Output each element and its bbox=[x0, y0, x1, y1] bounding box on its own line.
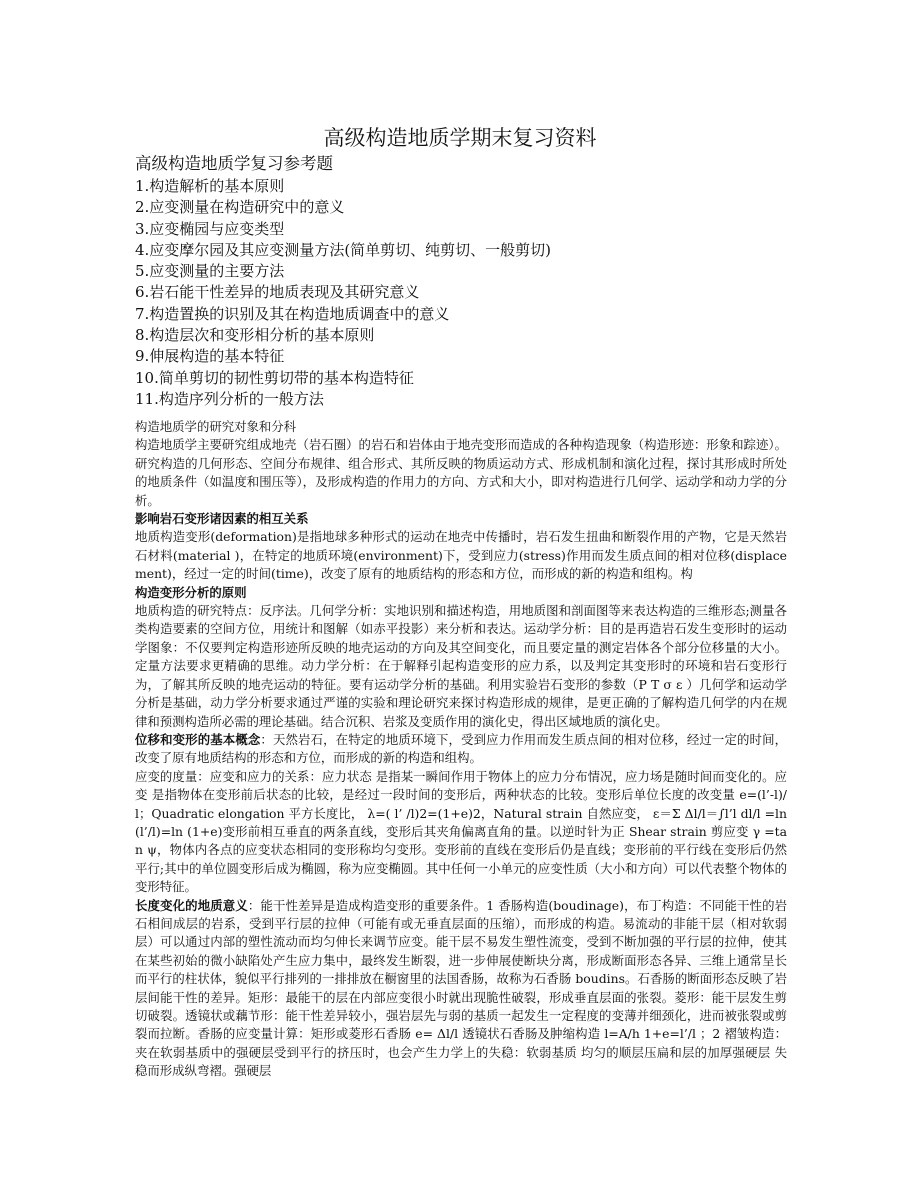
inline-heading: 位移和变形的基本概念 bbox=[135, 731, 261, 747]
section-paragraph bbox=[135, 731, 787, 768]
section-paragraph: 构造地质学主要研究组成地壳（岩石圈）的岩石和岩体由于地壳变形而造成的各种构造现象（构造形迹：形象和踪迹）。研究构造的几何形态、空间分布规律、组合形式、其所反映的物质运动方式、形成机制和演化过程，探讨其形成时所处的地质条件（如温度和围压等），及形成构造的作用力的方向、方式和大小，即对构造进行几何学、运动学和动力学的分析。 bbox=[135, 437, 787, 508]
page-title: 高级构造地质学期末复习资料 bbox=[323, 126, 597, 150]
inline-text: ：能干性差异是造成构造变形的重要条件。1 香肠构造(boudinage)，布丁构造：不同能干性的岩石相间成层的岩系，受到平行层的拉伸（可能有或无垂直层面的压缩），而形成的构造。易流动的非能干层（相对软弱层）可以通过内部的塑性流动而均匀伸长来调节应变。能干层不易发生塑性流变，受到不断加强的平行层的拉伸，使其在某些初始的微小缺陷处产生应力集中，最终发生断裂，进一步伸展使断块分离，形成断面形态各异、三维上通常呈长而平行的柱状体，貌似平行排列的一排排放在橱窗里的法国香肠，故称为石香肠 boudins。石香肠的断面形态反映了岩层间能干性的差异。矩形：最能干的层在内部应变很小时就出现脆性破裂，形成垂直层面的张裂。菱形：能干层发生剪切破裂。透镜状或藕节形：能干性差异较小，强岩层先与弱的基质一起发生一定程度的变薄并细颈化，进而被张裂或剪裂而拉断。香肠的应变量计算：矩形或菱形石香肠 e= Δl/l 透镜状石香肠及肿缩构造 l=A/h 1+e=l’/l ；2 褶皱构造：夹在软弱基质中的强硬层受到平行的挤压时，也会产生力学上的失稳：软弱基质 均匀的顺层压扁和层的加厚强硬层 失稳而形成纵弯褶。强硬层 bbox=[135, 897, 788, 1079]
section-paragraph: 地质构造的研究特点：反序法。几何学分析：实地识别和描述构造，用地质图和剖面图等来表达构造的三维形态;测量各类构造要素的空间方位，用统计和图解（如赤平投影）来分析和表达。运动学分析：目的是再造岩石发生变形时的运动学图象：不仅要判定构造形迹所反映的地壳运动的方向及其空间变化，而且要定量的测定岩体各个部分位移量的大小。定量方法要求更精确的思维。动力学分析：在于解释引起构造变形的应力系，以及判定其变形时的环境和岩石变形行为，了解其所反映的地壳运动的特征。要有运动学分析的基础。利用实验岩石变形的参数（P T σ ε ）几何学和运动学分析是基础，动力学分析要求通过严谨的实验和理论研究来探讨构造形成的规律，是更正确的了解构造几何学的内在规律和预测构造所必需的理论基础。结合沉积、岩浆及变质作用的演化史，得出区域地质的演化史。 bbox=[135, 603, 787, 729]
review-item: 7.构造置换的识别及其在构造地质调查中的意义 bbox=[135, 304, 450, 323]
section-heading: 构造地质学的研究对象和分科 bbox=[135, 419, 297, 434]
review-item: 1.构造解析的基本原则 bbox=[135, 177, 285, 195]
inline-heading: 长度变化的地质意义 bbox=[135, 897, 248, 913]
review-list-heading: 高级构造地质学复习参考题 bbox=[135, 154, 333, 173]
section-heading: 影响岩石变形诸因素的相互关系 bbox=[135, 511, 309, 527]
section-heading: 构造变形分析的原则 bbox=[135, 584, 247, 600]
section-paragraph bbox=[135, 897, 787, 1081]
review-question-list bbox=[135, 152, 795, 410]
inline-text: ：天然岩石，在特定的地质环境下，受到应力作用而发生质点间的相对位移，经过一定的时间，改变了原有地质结构的形态和方位，而形成的新的构造和组构。 bbox=[135, 731, 788, 766]
section-paragraph: 应变的度量：应变和应力的关系：应力状态 是指某一瞬间作用于物体上的应力分布情况，应力场是随时间而变化的。应变 是指物体在变形前后状态的比较，是经过一段时间的变形后，两种状态的比较。变形后单位长度的改变量 e=(l’-l)/l；Quadratic elongation 平方长度比， λ=( l’ /l)2=(1+e)2，Natural strain 自然应变， ε＝Σ Δl/l＝∫l’l dl/l =ln(l’/l)=ln (1+e)变形前相互垂直的两条直线，变形后其夹角偏离直角的量。以逆时针为正 Shear strain 剪应变 γ =tan ψ，物体内各点的应变状态相同的变形称均匀变形。变形前的直线在变形后仍是直线；变形前的平行线在变形后仍然平行;其中的单位圆变形后成为椭圆，称为应变椭圆。其中任何一小单元的应变性质（大小和方向）可以代表整个物体的变形特征。 bbox=[135, 768, 787, 895]
review-item: 11.构造序列分析的一般方法 bbox=[135, 389, 324, 408]
review-item: 3.应变椭园与应变类型 bbox=[135, 219, 285, 238]
review-item: 5.应变测量的主要方法 bbox=[135, 262, 285, 281]
document-body bbox=[135, 418, 787, 1081]
review-item: 8.构造层次和变形相分析的基本原则 bbox=[135, 326, 375, 345]
review-item: 9.伸展构造的基本特征 bbox=[135, 347, 285, 366]
review-item: 6.岩石能干性差异的地质表现及其研究意义 bbox=[135, 283, 420, 302]
review-item: 4.应变摩尔园及其应变测量方法(简单剪切、纯剪切、一般剪切) bbox=[135, 240, 552, 259]
review-item: 2.应变测量在构造研究中的意义 bbox=[135, 198, 345, 217]
review-item: 10.简单剪切的韧性剪切带的基本构造特征 bbox=[135, 368, 414, 387]
section-paragraph: 地质构造变形(deformation)是指地球多种形式的运动在地壳中传播时，岩石发生扭曲和断裂作用的产物，它是天然岩石材料(material )，在特定的地质环境(environment)下，受到应力(stress)作用而发生质点间的相对位移(displacement)，经过一定的时间(time)，改变了原有的地质结构的形态和方位，而形成的新的构造和组构。构 bbox=[135, 529, 787, 582]
